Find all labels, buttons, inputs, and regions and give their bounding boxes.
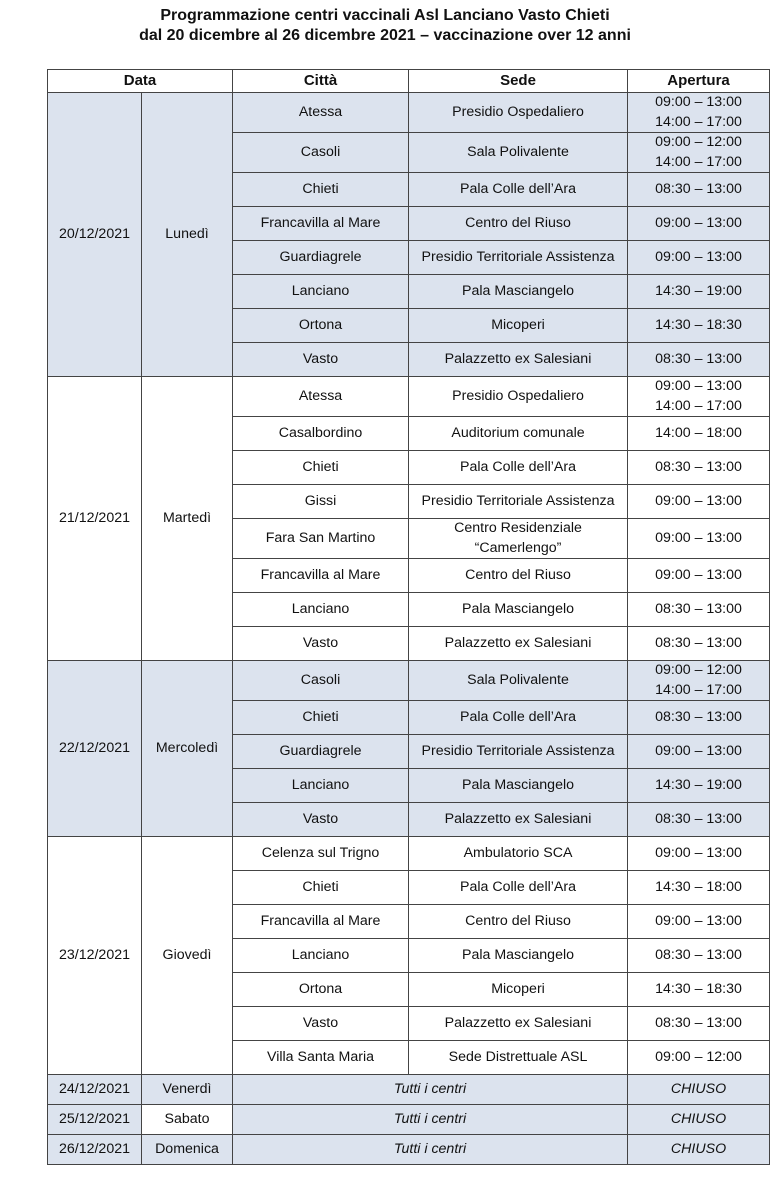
city-cell: Casalbordino	[233, 417, 409, 451]
city-cell: Atessa	[233, 377, 409, 417]
hours-line: 14:00 – 17:00	[655, 113, 742, 130]
city-cell: Vasto	[233, 627, 409, 661]
site-cell	[409, 1007, 628, 1041]
hours-cell	[628, 519, 770, 559]
hours-line: 09:00 – 13:00	[655, 742, 742, 759]
schedule-row	[48, 661, 770, 701]
closed-status-cell: CHIUSO	[628, 1135, 770, 1165]
date-cell: 25/12/2021	[48, 1105, 142, 1135]
city-cell: Atessa	[233, 93, 409, 133]
weekday-cell: Lunedì	[142, 93, 233, 377]
hours-line: 08:30 – 13:00	[655, 634, 742, 651]
site-cell	[409, 769, 628, 803]
site-cell	[409, 905, 628, 939]
site-cell	[409, 207, 628, 241]
schedule-row	[48, 377, 770, 417]
hours-line: 09:00 – 13:00	[655, 566, 742, 583]
site-line: Sala Polivalente	[467, 143, 569, 160]
all-centers-cell: Tutti i centri	[233, 1075, 628, 1105]
city-cell: Vasto	[233, 803, 409, 837]
city-cell: Guardiagrele	[233, 241, 409, 275]
hours-line: 14:30 – 18:30	[655, 316, 742, 333]
hours-line: 14:30 – 19:00	[655, 776, 742, 793]
weekday-cell: Martedì	[142, 377, 233, 661]
date-cell: 22/12/2021	[48, 661, 142, 837]
city-cell: Lanciano	[233, 769, 409, 803]
city-cell: Lanciano	[233, 939, 409, 973]
weekday-cell: Giovedì	[142, 837, 233, 1075]
hours-cell	[628, 627, 770, 661]
hours-line: 08:30 – 13:00	[655, 600, 742, 617]
site-line: Pala Masciangelo	[462, 600, 575, 617]
title-line-1: Programmazione centri vaccinali Asl Lanciano Vasto Chieti	[160, 7, 610, 24]
title-line-2: dal 20 dicembre al 26 dicembre 2021 – vaccinazione over 12 anni	[139, 27, 631, 44]
hours-cell	[628, 735, 770, 769]
schedule-body	[48, 93, 770, 1165]
hours-cell	[628, 973, 770, 1007]
hours-line: 09:00 – 13:00	[655, 214, 742, 231]
weekday-cell: Mercoledì	[142, 661, 233, 837]
hours-cell	[628, 1041, 770, 1075]
weekday-cell: Venerdì	[142, 1075, 233, 1105]
city-cell: Celenza sul Trigno	[233, 837, 409, 871]
site-line: Pala Colle dell’Ara	[460, 458, 576, 475]
site-cell	[409, 241, 628, 275]
vaccination-schedule-table	[47, 69, 770, 1165]
site-cell	[409, 973, 628, 1007]
site-line: Palazzetto ex Salesiani	[444, 1014, 592, 1031]
hours-cell	[628, 451, 770, 485]
site-cell	[409, 377, 628, 417]
schedule-row	[48, 93, 770, 133]
site-line: Presidio Ospedaliero	[452, 387, 584, 404]
hours-line: 14:00 – 17:00	[655, 153, 742, 170]
site-line: Centro Residenziale	[454, 520, 582, 536]
site-line: Presidio Ospedaliero	[452, 103, 584, 120]
site-cell	[409, 1041, 628, 1075]
date-cell: 26/12/2021	[48, 1135, 142, 1165]
all-centers-cell: Tutti i centri	[233, 1105, 628, 1135]
site-line: Sala Polivalente	[467, 671, 569, 688]
site-line: Presidio Territoriale Assistenza	[421, 492, 615, 509]
hours-line: 14:30 – 18:30	[655, 980, 742, 997]
site-line: “Camerlengo”	[474, 539, 562, 556]
hours-cell	[628, 939, 770, 973]
hours-line: 14:00 – 17:00	[655, 397, 742, 414]
hours-cell	[628, 133, 770, 173]
site-cell	[409, 173, 628, 207]
site-cell	[409, 803, 628, 837]
date-cell: 23/12/2021	[48, 837, 142, 1075]
hours-line: 09:00 – 13:00	[655, 492, 742, 509]
site-line: Sede Distrettuale ASL	[448, 1048, 588, 1065]
city-cell: Francavilla al Mare	[233, 905, 409, 939]
hours-cell	[628, 837, 770, 871]
site-cell	[409, 485, 628, 519]
site-cell	[409, 701, 628, 735]
site-cell	[409, 627, 628, 661]
hours-line: 09:00 – 13:00	[655, 912, 742, 929]
site-cell	[409, 871, 628, 905]
hours-line: 14:00 – 17:00	[655, 681, 742, 698]
hours-line: 08:30 – 13:00	[655, 350, 742, 367]
hours-cell	[628, 309, 770, 343]
site-cell	[409, 735, 628, 769]
closed-day-row	[48, 1105, 770, 1135]
site-cell	[409, 343, 628, 377]
city-cell: Ortona	[233, 309, 409, 343]
site-cell	[409, 93, 628, 133]
city-cell: Villa Santa Maria	[233, 1041, 409, 1075]
hours-line: 09:00 – 13:00	[655, 378, 742, 394]
hours-cell	[628, 377, 770, 417]
hours-cell	[628, 417, 770, 451]
header-data: Data	[48, 70, 233, 93]
site-line: Auditorium comunale	[451, 424, 585, 441]
header-apertura: Apertura	[628, 70, 770, 93]
hours-cell	[628, 1007, 770, 1041]
hours-cell	[628, 593, 770, 627]
site-cell	[409, 661, 628, 701]
site-cell	[409, 417, 628, 451]
hours-line: 14:00 – 18:00	[655, 424, 742, 441]
hours-cell	[628, 559, 770, 593]
header-row	[48, 70, 770, 93]
site-cell	[409, 519, 628, 559]
hours-cell	[628, 93, 770, 133]
site-line: Ambulatorio SCA	[463, 844, 573, 861]
closed-day-row	[48, 1135, 770, 1165]
hours-cell	[628, 485, 770, 519]
date-cell: 24/12/2021	[48, 1075, 142, 1105]
city-cell: Francavilla al Mare	[233, 559, 409, 593]
city-cell: Vasto	[233, 343, 409, 377]
hours-line: 08:30 – 13:00	[655, 180, 742, 197]
site-line: Centro del Riuso	[465, 566, 571, 583]
city-cell: Guardiagrele	[233, 735, 409, 769]
hours-cell	[628, 905, 770, 939]
header-citta: Città	[233, 70, 409, 93]
weekday-cell: Domenica	[142, 1135, 233, 1165]
hours-line: 08:30 – 13:00	[655, 458, 742, 475]
closed-status-cell: CHIUSO	[628, 1105, 770, 1135]
city-cell: Gissi	[233, 485, 409, 519]
hours-cell	[628, 275, 770, 309]
site-line: Presidio Territoriale Assistenza	[421, 248, 615, 265]
site-cell	[409, 593, 628, 627]
site-cell	[409, 133, 628, 173]
hours-line: 14:30 – 19:00	[655, 282, 742, 299]
city-cell: Ortona	[233, 973, 409, 1007]
site-cell	[409, 451, 628, 485]
document-title	[0, 6, 770, 46]
hours-line: 09:00 – 13:00	[655, 94, 742, 110]
site-line: Pala Masciangelo	[462, 946, 575, 963]
city-cell: Chieti	[233, 701, 409, 735]
site-line: Presidio Territoriale Assistenza	[421, 742, 615, 759]
hours-line: 14:30 – 18:00	[655, 878, 742, 895]
site-line: Pala Masciangelo	[462, 282, 575, 299]
hours-line: 09:00 – 12:00	[655, 134, 742, 150]
site-line: Pala Masciangelo	[462, 776, 575, 793]
site-line: Palazzetto ex Salesiani	[444, 350, 592, 367]
header-sede: Sede	[409, 70, 628, 93]
site-cell	[409, 939, 628, 973]
schedule-row	[48, 837, 770, 871]
site-line: Micoperi	[491, 980, 545, 997]
site-cell	[409, 559, 628, 593]
city-cell: Casoli	[233, 133, 409, 173]
city-cell: Chieti	[233, 451, 409, 485]
hours-cell	[628, 241, 770, 275]
site-cell	[409, 837, 628, 871]
site-line: Micoperi	[491, 316, 545, 333]
hours-cell	[628, 173, 770, 207]
weekday-cell: Sabato	[142, 1105, 233, 1135]
hours-cell	[628, 343, 770, 377]
hours-cell	[628, 871, 770, 905]
hours-line: 08:30 – 13:00	[655, 1014, 742, 1031]
hours-line: 09:00 – 12:00	[655, 1048, 742, 1065]
closed-day-row	[48, 1075, 770, 1105]
date-cell: 20/12/2021	[48, 93, 142, 377]
site-line: Pala Colle dell’Ara	[460, 878, 576, 895]
city-cell: Lanciano	[233, 275, 409, 309]
date-cell: 21/12/2021	[48, 377, 142, 661]
hours-line: 08:30 – 13:00	[655, 946, 742, 963]
site-cell	[409, 275, 628, 309]
city-cell: Chieti	[233, 173, 409, 207]
city-cell: Lanciano	[233, 593, 409, 627]
site-line: Palazzetto ex Salesiani	[444, 810, 592, 827]
hours-cell	[628, 661, 770, 701]
hours-line: 09:00 – 13:00	[655, 844, 742, 861]
hours-line: 08:30 – 13:00	[655, 810, 742, 827]
city-cell: Casoli	[233, 661, 409, 701]
site-line: Pala Colle dell’Ara	[460, 180, 576, 197]
city-cell: Francavilla al Mare	[233, 207, 409, 241]
hours-line: 09:00 – 13:00	[655, 248, 742, 265]
city-cell: Vasto	[233, 1007, 409, 1041]
hours-cell	[628, 769, 770, 803]
hours-line: 09:00 – 13:00	[655, 529, 742, 546]
closed-status-cell: CHIUSO	[628, 1075, 770, 1105]
city-cell: Chieti	[233, 871, 409, 905]
site-line: Centro del Riuso	[465, 214, 571, 231]
all-centers-cell: Tutti i centri	[233, 1135, 628, 1165]
site-line: Centro del Riuso	[465, 912, 571, 929]
hours-cell	[628, 803, 770, 837]
site-line: Palazzetto ex Salesiani	[444, 634, 592, 651]
site-cell	[409, 309, 628, 343]
site-line: Pala Colle dell’Ara	[460, 708, 576, 725]
city-cell: Fara San Martino	[233, 519, 409, 559]
hours-cell	[628, 701, 770, 735]
hours-cell	[628, 207, 770, 241]
hours-line: 09:00 – 12:00	[655, 662, 742, 678]
hours-line: 08:30 – 13:00	[655, 708, 742, 725]
